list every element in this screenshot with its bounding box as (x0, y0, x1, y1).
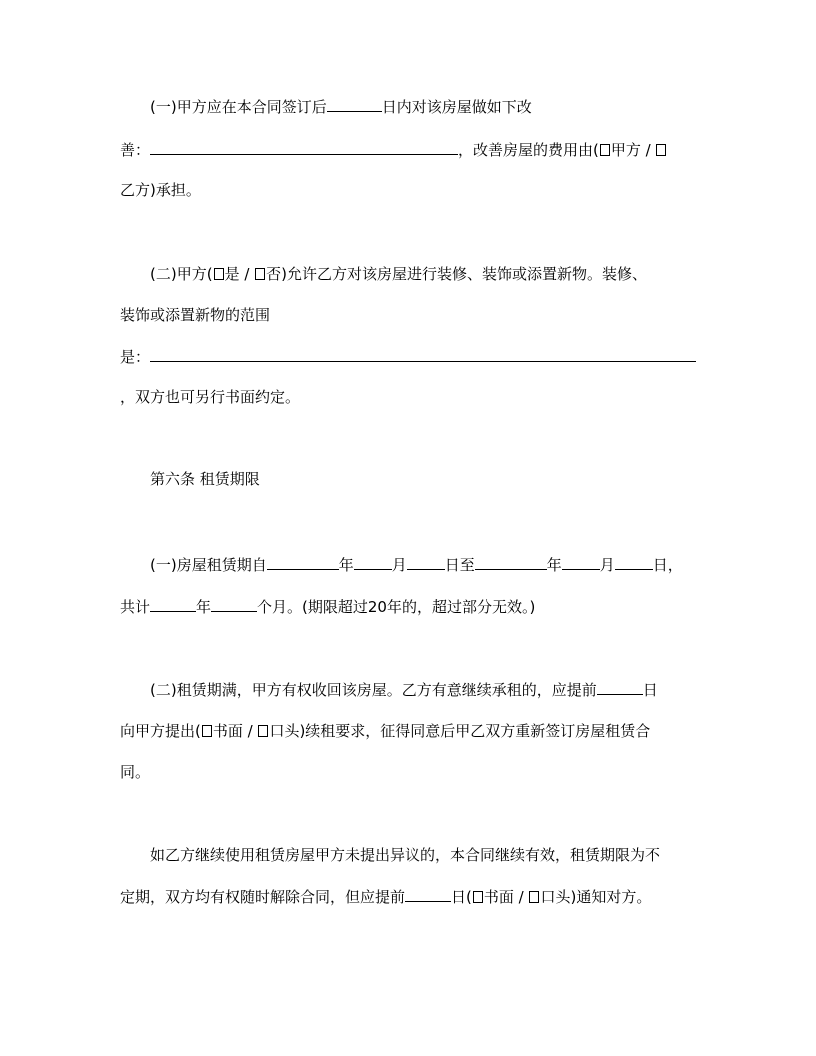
clause-2-line-4 (120, 387, 300, 407)
text: ，双方也可另行书面约定。 (120, 388, 301, 406)
continuation-line-2 (120, 886, 651, 906)
blank-improvement[interactable] (150, 139, 458, 155)
blank-scope[interactable] (150, 346, 696, 362)
checkbox-icon[interactable] (656, 144, 666, 156)
text: 同。 (120, 763, 151, 781)
checkbox-icon[interactable] (529, 891, 539, 903)
text: (一)房屋租赁期自 (150, 556, 267, 574)
blank-start-year[interactable] (267, 554, 339, 570)
article-heading (150, 469, 260, 489)
blank-total-months[interactable] (211, 596, 257, 612)
text: 月 (391, 556, 407, 574)
blank-start-day[interactable] (407, 554, 445, 570)
blank-notice-days[interactable] (597, 679, 643, 695)
text: 日( (451, 888, 472, 906)
text: 是： (120, 348, 151, 366)
blank-end-year[interactable] (475, 554, 547, 570)
checkbox-icon[interactable] (473, 891, 483, 903)
text: (二)甲方( (150, 265, 213, 283)
checkbox-icon[interactable] (258, 725, 268, 737)
text: 口头)续租要求，征得同意后甲乙双方重新签订房屋租赁合 (269, 722, 651, 740)
renewal-line-2 (120, 721, 650, 741)
clause-2-line-2 (120, 305, 270, 325)
continuation-line-1 (150, 845, 660, 865)
renewal-line-3 (120, 762, 150, 782)
text: (二)租赁期满，甲方有权收回该房屋。乙方有意继续承租的，应提前 (150, 681, 597, 699)
text: 书面 / (212, 722, 258, 740)
clause-1-line-2 (120, 139, 667, 159)
text: 甲方 / (610, 141, 656, 159)
blank-days[interactable] (327, 96, 382, 112)
text: 年 (196, 598, 212, 616)
clause-2-line-3 (120, 346, 696, 366)
blank-end-month[interactable] (562, 554, 600, 570)
blank-notice-days[interactable] (405, 886, 451, 902)
text: 年 (546, 556, 562, 574)
blank-end-day[interactable] (615, 554, 653, 570)
text: 个月。(期限超过20年的，超过部分无效。) (257, 598, 536, 616)
blank-total-years[interactable] (150, 596, 196, 612)
text: 口头)通知对方。 (540, 888, 652, 906)
text: (一)甲方应在本合同签订后 (150, 98, 327, 116)
text: 年 (338, 556, 354, 574)
checkbox-icon[interactable] (600, 144, 610, 156)
text: 否)允许乙方对该房屋进行装修、装饰或添置新物。装修、 (266, 265, 648, 283)
checkbox-icon[interactable] (214, 268, 224, 280)
clause-2-line-1 (150, 264, 647, 284)
checkbox-icon[interactable] (255, 268, 265, 280)
clause-1-line-3 (120, 180, 201, 200)
text: 是 / (224, 265, 255, 283)
text: 日至 (444, 556, 475, 574)
text: 如乙方继续使用租赁房屋甲方未提出异议的，本合同继续有效，租赁期限为不 (150, 846, 661, 864)
checkbox-icon[interactable] (202, 725, 212, 737)
blank-start-month[interactable] (354, 554, 392, 570)
text: 书面 / (483, 888, 529, 906)
heading-text: 第六条 租赁期限 (150, 470, 260, 488)
text: 日内对该房屋做如下改 (381, 98, 532, 116)
text: 日 (642, 681, 658, 699)
text: 月 (599, 556, 615, 574)
term-line-2 (120, 596, 535, 616)
text: 向甲方提出( (120, 722, 201, 740)
text: 乙方)承担。 (120, 181, 201, 199)
text: ，改善房屋的费用由( (458, 141, 599, 159)
text: 日， (652, 556, 683, 574)
text: 定期，双方均有权随时解除合同，但应提前 (120, 888, 406, 906)
clause-1-line-1 (150, 96, 532, 116)
text: 装饰或添置新物的范围 (120, 306, 271, 324)
renewal-line-1 (150, 679, 658, 699)
text: 共计 (120, 598, 151, 616)
text: 善： (120, 141, 151, 159)
term-line-1 (150, 554, 683, 574)
